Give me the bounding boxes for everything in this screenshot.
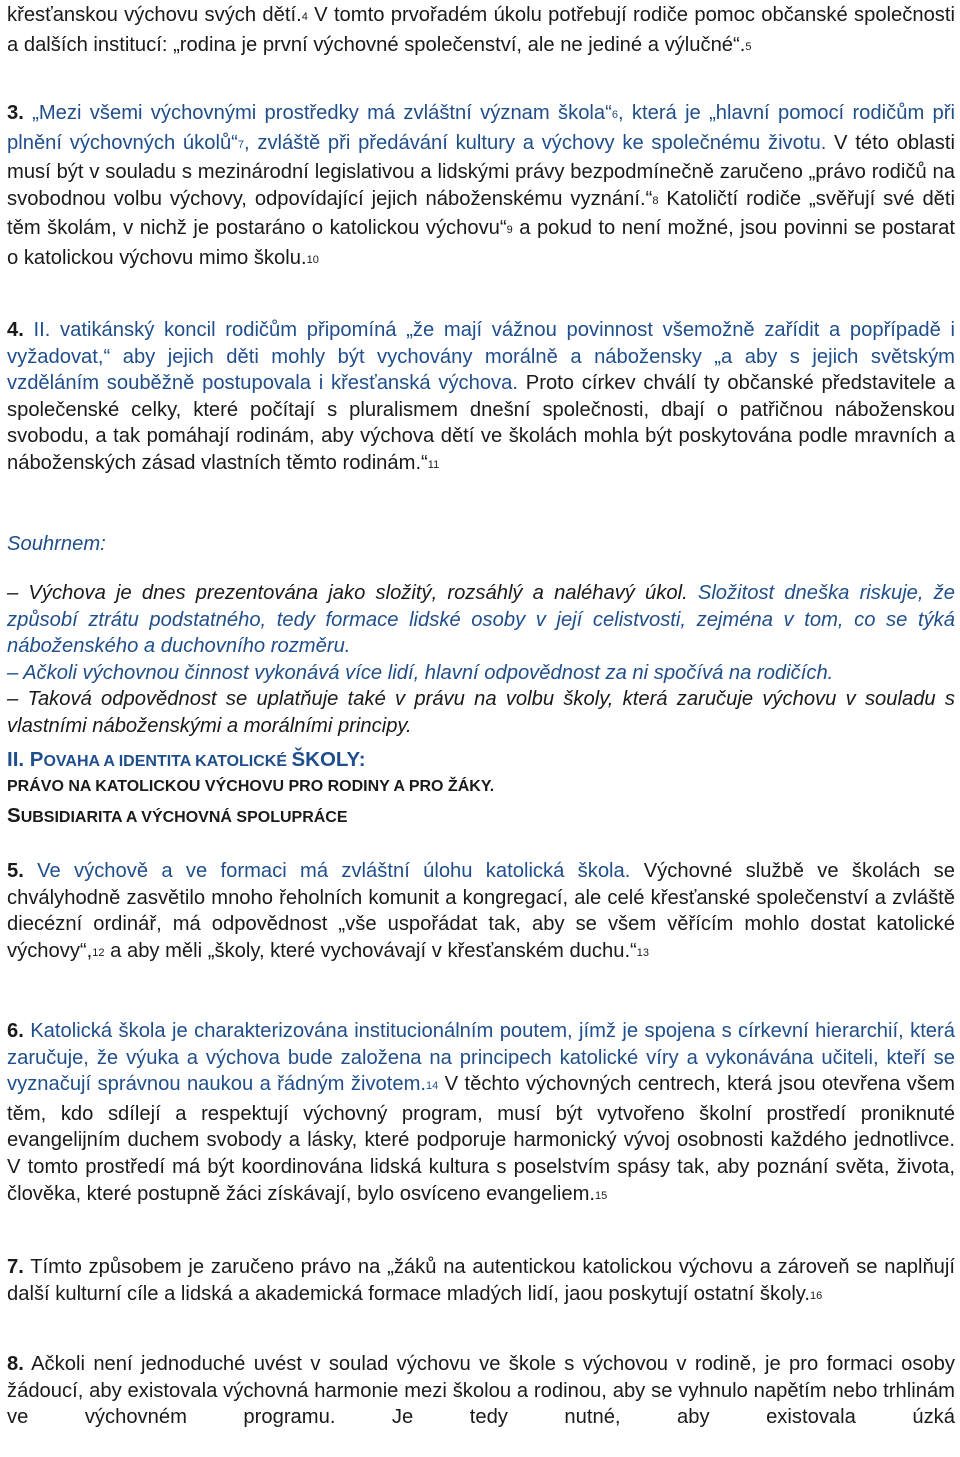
paragraph-5: 5. Ve výchově a ve formaci má zvláštní úlohu katolická škola. Výchovné službě ve školách se chvályhodně zasvětilo mnoho řeholních komunit a kongregací, ale celé křesťanské společenství a zvláště diecézní ordinář, má odpovědnost „vše uspořádat tak, aby se všem věřícím mohlo dostat katolické výchovy“,12 a aby měli „školy, které vychovávají v křesťanském duchu.“13 (7, 860, 955, 962)
footnote-ref: 4 (301, 11, 308, 23)
summary-point-2: – Ačkoli výchovnou činnost vykonává více lidí, hlavní odpovědnost za ni spočívá na rodičích. (7, 662, 834, 685)
summary-title: Souhrnem: (7, 533, 106, 555)
paragraph-continuation: křesťanskou výchovu svých dětí.4 V tomto prvořadém úkolu potřebují rodiče pomoc občanské společnosti a dalších institucí: „rodina je první výchovné společenství, ale ne jediné a výlučné“.5 (7, 4, 955, 56)
paragraph-6: 6. Katolická škola je charakterizována institucionálním poutem, jímž je spojena s církevní hierarchií, která zaručuje, že výuka a výchova bude založena na principech katolické víry a vykonávána učiteli, kteří se vyznačují správnou naukou a řádným životem.14 V těchto výchovných centrech, která jsou otevřena všem těm, kdo sdílejí a respektují výchovný program, musí být vytvořeno školní prostředí proniknuté evangelijním duchem svobody a lásky, které podporuje harmonický vývoj osobnosti každého jednotlivce. V tomto prostředí má být koordinována lidská kultura s poselstvím spásy tak, aby poznání světa, života, člověka, které postupně žáci získávají, bylo osvíceno evangeliem.15 (7, 1020, 955, 1205)
footnote-ref: 8 (652, 194, 659, 207)
section-heading: II. POVAHA A IDENTITA KATOLICKÉ ŠKOLY: (7, 748, 366, 771)
footnote-ref: 15 (595, 1189, 608, 1202)
summary-point-1: – Výchova je dnes prezentována jako složitý, rozsáhlý a naléhavý úkol. Složitost dneška riskuje, že způsobí ztrátu podstatného, tedy formace lidské osoby v její celistvosti, zejména v tom, co se týká náboženského a duchovního rozměru. (7, 582, 955, 658)
paragraph-3: 3. „Mezi všemi výchovnými prostředky má zvláštní význam škola“6, která je „hlavní pomocí rodičům při plnění výchovných úkolů“7, zvláště při předávání kultury a výchovy ke společnému životu. V této oblasti musí být v souladu s mezinárodní legislativou a lidskými právy bezpodmínečně zaručeno „právo rodičů na svobodnou volbu výchovy, odpovídající jejich náboženskému vyznání.“8 Katoličtí rodiče „svěřují své děti těm školám, v nichž je postaráno o katolickou výchovu“9 a pokud to není možné, jsou povinni se postarat o katolickou výchovu mimo školu.10 (7, 102, 955, 269)
section-subheading: PRÁVO NA KATOLICKOU VÝCHOVU PRO RODINY A PRO ŽÁKY. (7, 778, 495, 795)
footnote-ref: 10 (306, 253, 319, 266)
paragraph-7: 7. Tímto způsobem je zaručeno právo na „žáků na autentickou katolickou výchovu a zároveň se naplňují další kulturní cíle a lidská a akademická formace mladých lidí, jaou poskytují ostatní školy.16 (7, 1256, 955, 1305)
footnote-ref: 6 (611, 109, 618, 121)
footnote-ref: 13 (636, 946, 650, 959)
paragraph-8: 8. Ačkoli není jednoduché uvést v soulad výchovu ve škole s výchovou v rodině, je pro formaci osoby žádoucí, aby existovala výchovná harmonie mezi školou a rodinou, aby se vyhnulo napětím nebo trhlinám ve výchovném programu. Je tedy nutné, aby existovala úzká (7, 1353, 955, 1429)
footnote-ref: 14 (426, 1080, 439, 1093)
footnote-ref: 12 (92, 946, 105, 959)
footnote-ref: 5 (745, 40, 752, 53)
summary-point-3: – Taková odpovědnost se uplatňuje také v právu na volbu školy, která zaručuje výchovu v souladu s vlastními náboženskými a morálními principy. (7, 688, 955, 737)
footnote-ref: 9 (506, 224, 513, 237)
paragraph-4: 4. II. vatikánský koncil rodičům připomíná „že mají vážnou povinnost všemožně zařídit a popřípadě i vyžadovat,“ aby jejich děti mohly být vychovány morálně a nábožensky „a aby s jejich světským vzděláním souběžně postupovala i křesťanská výchova. Proto církev chválí ty občanské představitele a společenské celky, které počítají s pluralismem dnešní společnosti, dbají o patřičnou náboženskou svobodu, a tak pomáhají rodinám, aby výchova dětí ve školách mohla být poskytována podle mravních a náboženských zásad vlastních těmto rodinám.“11 (7, 319, 955, 474)
section-subheading-2: SUBSIDIARITA A VÝCHOVNÁ SPOLUPRÁCE (7, 804, 348, 827)
footnote-ref: 16 (810, 1289, 823, 1302)
footnote-ref: 7 (237, 138, 245, 151)
footnote-ref: 11 (427, 458, 440, 471)
